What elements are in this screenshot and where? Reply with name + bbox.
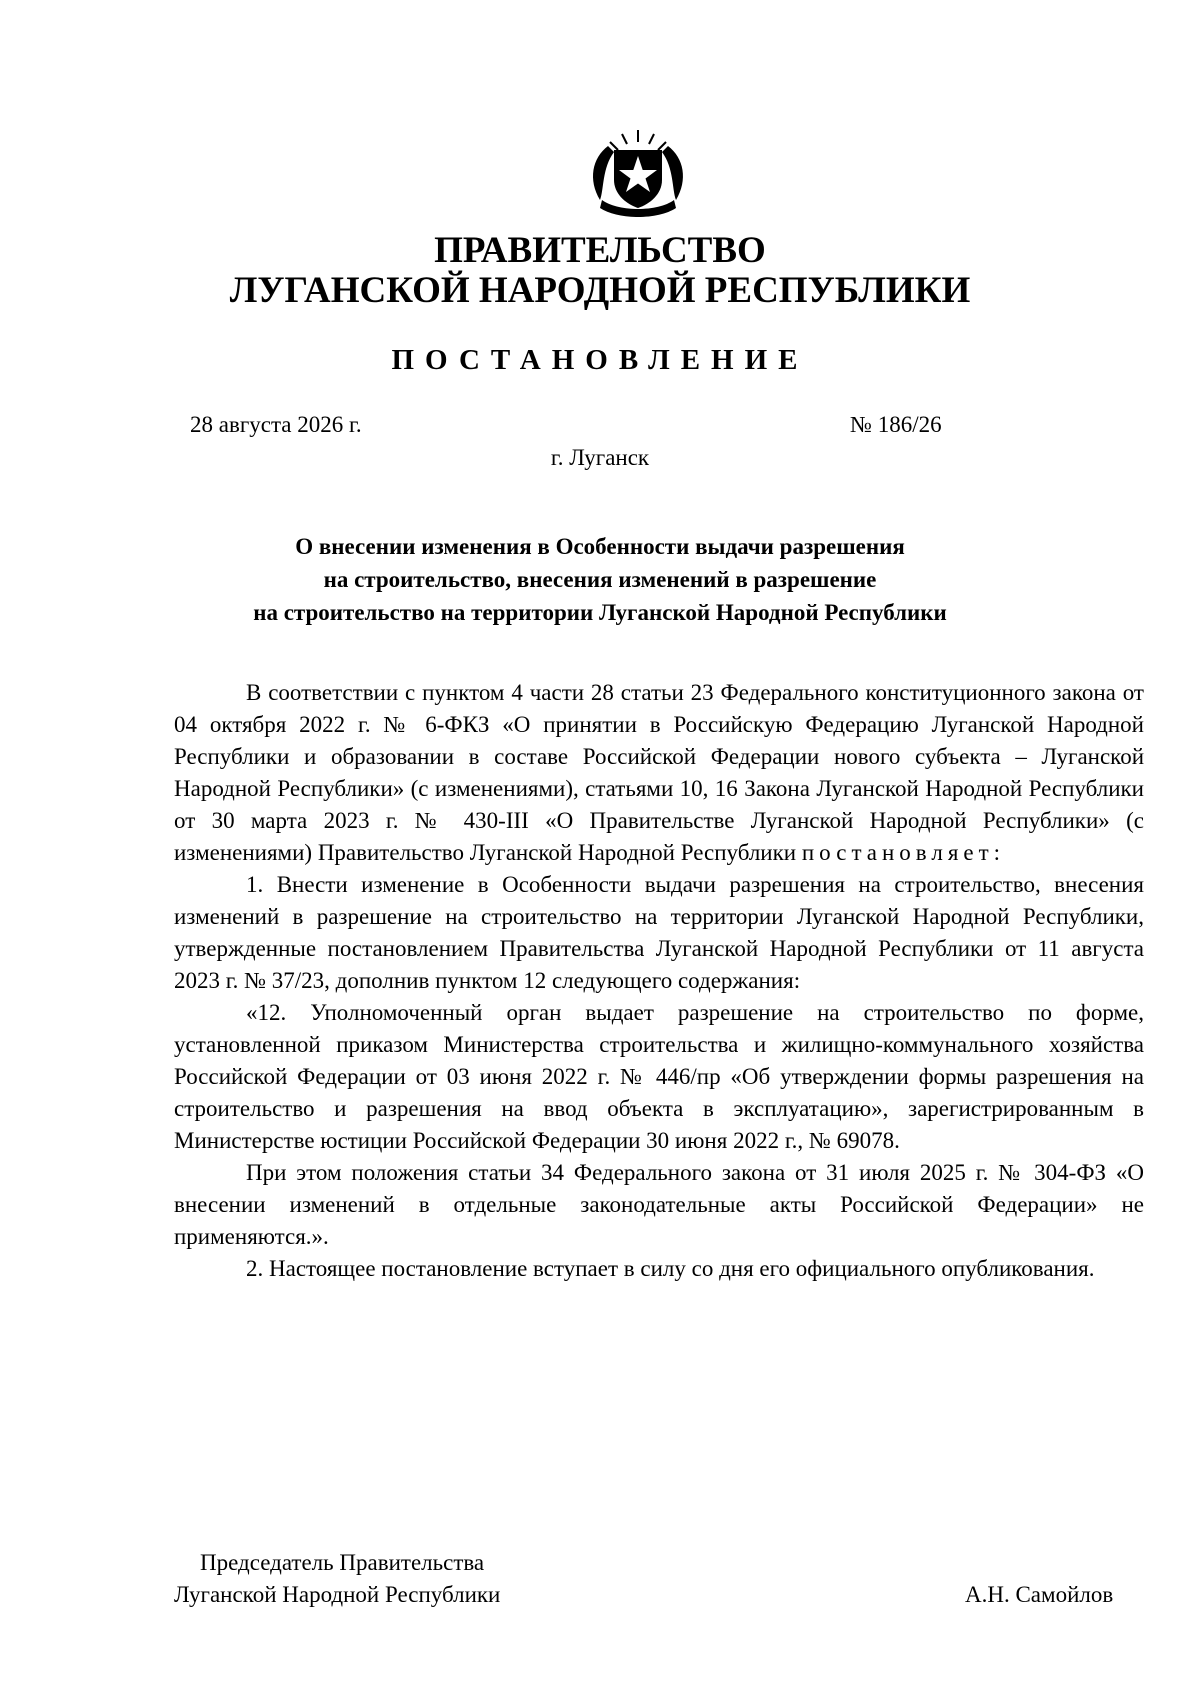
title-line3: на строительство на территории Луганской Народной Республики bbox=[253, 600, 947, 625]
coat-of-arms-icon bbox=[578, 128, 698, 218]
preamble-text: В соответствии с пунктом 4 части 28 статьи 23 Федерального конституционного закона от 04 октября 2022 г. № 6-ФКЗ «О принятии в Российскую Федерацию Луганской Народной Республики и образовании в составе Российской Федерации нового субъекта – Луганской Народной Республики» (с изменениями), статьями 10, 16 Закона Луганской Народной Республики от 30 марта 2023 г. № 430-III «О Правительстве Луганской Народной Республики» (с изменениями) Правительство Луганской Народной Республики bbox=[174, 680, 1144, 865]
document-body bbox=[174, 677, 1144, 1285]
body-paragraph-preamble bbox=[174, 677, 1144, 869]
org-name-line1: ПРАВИТЕЛЬСТВО bbox=[434, 230, 766, 271]
signatory-position-line1: Председатель Правительства bbox=[200, 1550, 485, 1575]
document-city: г. Луганск bbox=[550, 445, 650, 470]
body-paragraph-quote: «12. Уполномоченный орган выдает разрешение на строительство по форме, установленной приказом Министерства строительства и жилищно-коммунального хозяйства Российской Федерации от 03 июня 2022 г. № 446/пр «Об утверждении формы разрешения на строительство и разрешения на ввод объекта в эксплуатацию», зарегистрированным в Министерстве юстиции Российской Федерации 30 июня 2022 г., № 69078. bbox=[174, 1000, 1144, 1153]
signatory-name: А.Н. Самойлов bbox=[965, 1582, 1114, 1607]
body-paragraph-2: 2. Настоящее постановление вступает в силу со дня его официального опубликования. bbox=[246, 1256, 1095, 1281]
title-line1: О внесении изменения в Особенности выдачи разрешения bbox=[295, 534, 905, 559]
body-paragraph-1: 1. Внести изменение в Особенности выдачи разрешения на строительство, внесения изменений в разрешение на строительство на территории Луганской Народной Республики, утвержденные постановлением Правительства Луганской Народной Республики от 11 августа 2023 г. № 37/23, дополнив пунктом 12 следующего содержания: bbox=[174, 872, 1144, 993]
document-date: 28 августа 2026 г. bbox=[190, 412, 362, 437]
signatory-position-line2: Луганской Народной Республики bbox=[174, 1582, 501, 1607]
body-paragraph-exception: При этом положения статьи 34 Федерального закона от 31 июля 2025 г. № 304-ФЗ «О внесении изменений в отдельные законодательные акты Российской Федерации» не применяются.». bbox=[174, 1160, 1144, 1249]
decree-word: постановляет: bbox=[801, 840, 1006, 865]
document-title bbox=[0, 530, 1200, 629]
document-type: ПОСТАНОВЛЕНИЕ bbox=[391, 344, 809, 376]
title-line2: на строительство, внесения изменений в разрешение bbox=[323, 567, 877, 592]
document-number: № 186/26 bbox=[850, 412, 942, 437]
org-name-line2: ЛУГАНСКОЙ НАРОДНОЙ РЕСПУБЛИКИ bbox=[229, 270, 971, 311]
